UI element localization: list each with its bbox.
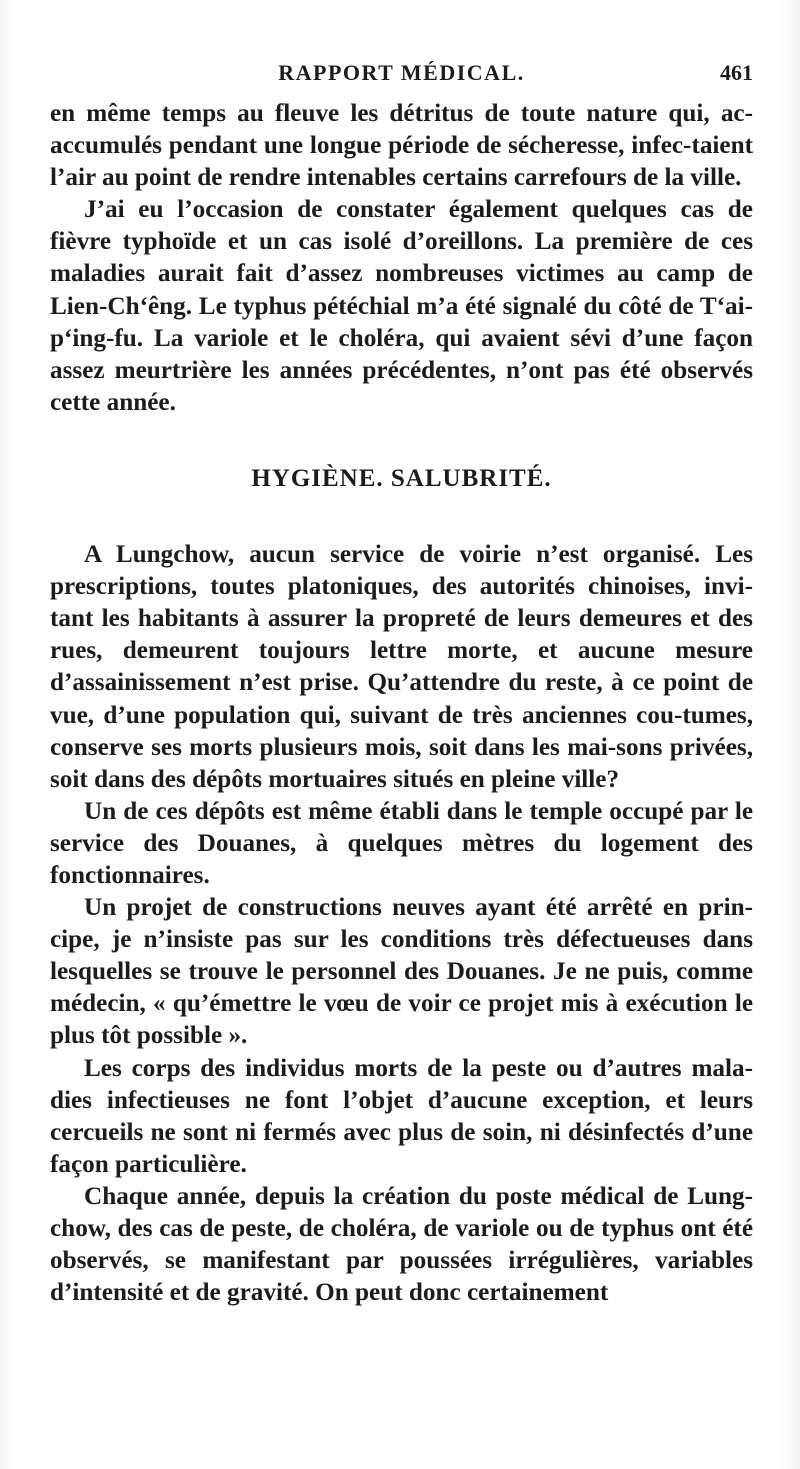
paragraph-depots: Un de ces dépôts est même établi dans le temple occupé par le service des Douanes, à quelques mètres du logement des fonctionnaires. [50, 797, 753, 889]
paragraph-bodies: Les corps des individus morts de la peste ou d’autres mala-dies infectieuses ne font l’objet d’aucune exception, et leurs cercueils ne sont ni fermés avec plus de soin, ni désinfectés d’une façon particulière. [50, 1054, 753, 1178]
body-text [50, 98, 753, 1309]
paragraph-each-year: Chaque année, depuis la création du poste médical de Lung-chow, des cas de peste, de choléra, de variole ou de typhus ont été observés, se manifestant par poussées irrégulières, variables d’intensité et de gravité. On peut donc certainement [50, 1182, 753, 1307]
section-heading: HYGIÈNE. SALUBRITÉ. [251, 464, 552, 492]
paragraph-lungchow: A Lungchow, aucun service de voirie n’est organisé. Les prescriptions, toutes platoniques, des autorités chinoises, invi-tant les habitants à assurer la propreté de leurs demeures et des rues, demeurent toujours lettre morte, et aucune mesure d’assainissement n’est prise. Qu’attendre du reste, à ce point de vue, d’une population qui, suivant de très anciennes cou-tumes, conserve ses morts plusieurs mois, soit dans les mai-sons privées, soit dans des dépôts mortuaires situés en pleine ville? [50, 541, 753, 793]
paragraph-continuation: en même temps au fleuve les détritus de toute nature qui, ac-accumulés pendant une longue période de sécheresse, infec-taient l’air au point de rendre intenables certains carrefours de la ville. [50, 100, 753, 192]
page-number: 461 [720, 60, 753, 85]
paragraph-fevers: J’ai eu l’occasion de constater également quelques cas de fièvre typhoïde et un cas isolé d’oreillons. La première de ces maladies aurait fait d’assez nombreuses victimes au camp de Lien-Ch‘êng. Le typhus pétéchial m’a été signalé du côté de T‘ai-p‘ing-fu. La variole et le choléra, qui avaient sévi d’une façon assez meurtrière les années précédentes, n’ont pas été observés cette année. [50, 196, 753, 416]
paragraph-project: Un projet de constructions neuves ayant été arrêté en prin-cipe, je n’insiste pas sur les conditions très défectueuses dans lesquelles se trouve le personnel des Douanes. Je ne puis, comme médecin, « qu’émettre le vœu de voir ce projet mis à exécution le plus tôt possible ». [50, 894, 753, 1050]
page-header [50, 60, 753, 92]
running-head: RAPPORT MÉDICAL. [278, 60, 525, 85]
